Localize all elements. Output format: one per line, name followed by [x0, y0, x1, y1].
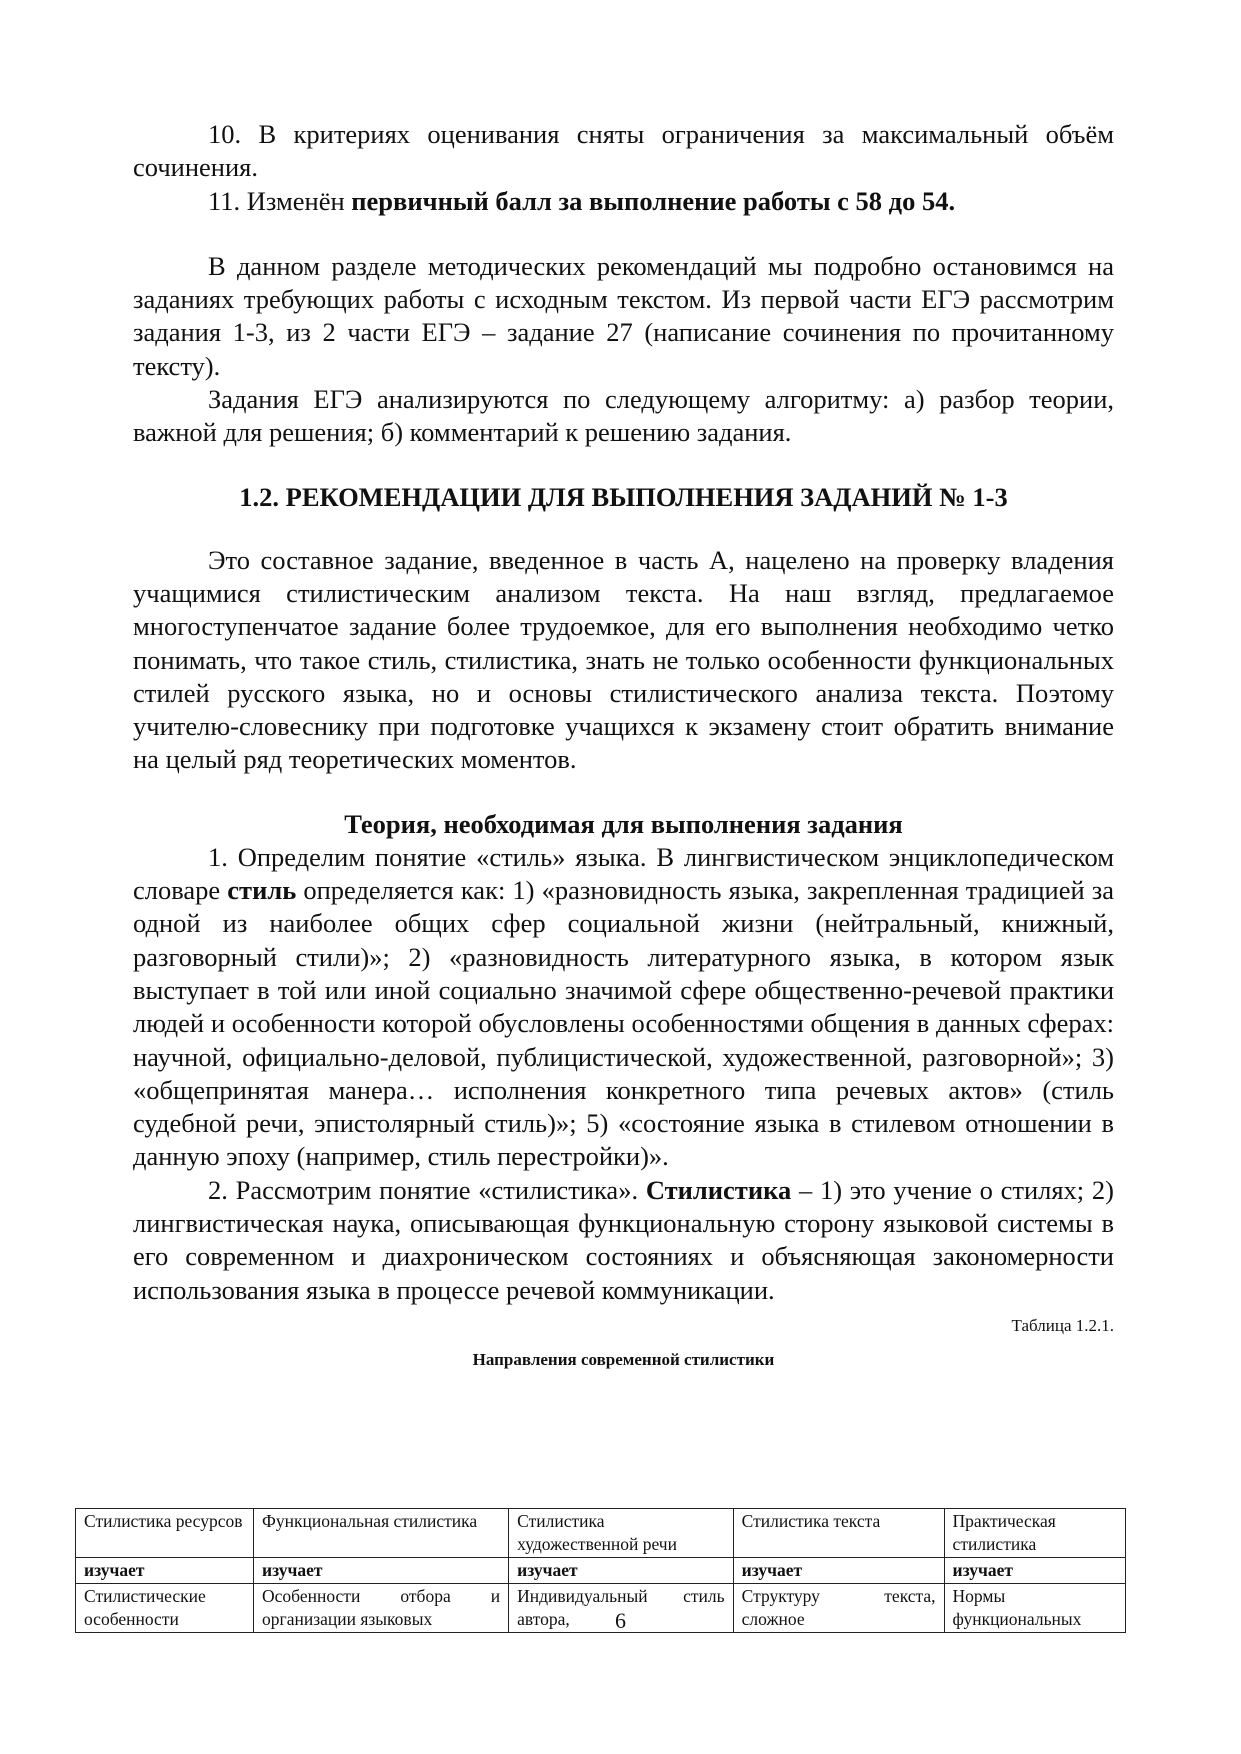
- item11-prefix: 11. Изменён: [208, 185, 352, 216]
- table-cell: Структуру текста, сложное: [733, 1584, 944, 1633]
- page-content: [133, 118, 1114, 1371]
- table-title: Направления современной стилистики: [472, 1349, 775, 1369]
- theory-paragraph-1: [133, 841, 1114, 1174]
- table-header-cell: Практическая стилистика: [944, 1509, 1125, 1558]
- table-cell: Индивидуальный стиль автора,: [509, 1584, 734, 1633]
- page-number: 6: [615, 1608, 626, 1633]
- table-cell: изучает: [944, 1558, 1125, 1584]
- term-stylistics: Стилистика: [645, 1174, 792, 1205]
- theory-p2-a: 2. Рассмотрим понятие «стилистика».: [208, 1174, 646, 1205]
- table-header-cell: Стилистика художественной речи: [509, 1509, 734, 1558]
- table-cell: изучает: [509, 1558, 734, 1584]
- theory-p1-a: 1. Определим понятие «стиль» языка. В лингвистическом энциклопедическом словаре: [133, 841, 1114, 906]
- section-heading: 1.2. РЕКОМЕНДАЦИИ ДЛЯ ВЫПОЛНЕНИЯ ЗАДАНИЙ № 1-3: [239, 481, 1008, 512]
- table-cell: Стилистические особенности: [76, 1584, 254, 1633]
- table-cell: Нормы функциональных: [944, 1584, 1125, 1633]
- section-paragraph: Это составное задание, введенное в часть А, нацелено на проверку владения учащимися стилистическим анализом текста. На наш взгляд, предлагаемое многоступенчатое задание более трудоемкое, для его выполнения необходимо четко понимать, что такое стиль, стилистика, знать не только особенности функциональных стилей русского языка, но и основы стилистического анализа текста. Поэтому учителю-словеснику при подготовке учащихся к экзамену стоит обратить внимание на целый ряд теоретических моментов.: [133, 544, 1114, 775]
- theory-paragraph-2: [133, 1174, 1114, 1307]
- table-header-cell: Стилистика текста: [733, 1509, 944, 1558]
- criteria-item-10: 10. В критериях оценивания сняты ограничения за максимальный объём сочинения.: [133, 119, 1114, 183]
- intro-paragraph-1: В данном разделе методических рекомендаций мы подробно остановимся на заданиях требующих работы с исходным текстом. Из первой части ЕГЭ рассмотрим задания 1-3, из 2 части ЕГЭ – задание 27 (написание сочинения по прочитанному тексту).: [133, 250, 1114, 381]
- criteria-item-11: [133, 185, 1114, 218]
- theory-p2-b: – 1) это учение о стилях; 2) лингвистическая наука, описывающая функциональную сторону языковой системы в его современном и диахроническом состояниях и объясняющая закономерности использования языка в процессе речевой коммуникации.: [133, 1174, 1114, 1305]
- term-style: стиль: [227, 875, 297, 906]
- theory-heading: Теория, необходимая для выполнения задания: [344, 808, 903, 839]
- table-cell: Особенности отбора и организации языковых: [254, 1584, 509, 1633]
- table-cell: изучает: [733, 1558, 944, 1584]
- table-header-cell: Функциональная стилистика: [254, 1509, 509, 1558]
- table-number: Таблица 1.2.1.: [1011, 1315, 1114, 1335]
- theory-p1-b: определяется как: 1) «разновидность языка, закрепленная традицией за одной из наиболее общих сфер социальной жизни (нейтральный, книжный, разговорный стили)»; 2) «разновидность литературного языка, в котором язык выступает в той или иной социально значимой сфере общественно-речевой практики людей и особенности которой обусловлены особенностями общения в данных сферах: научной, официально-деловой, публицистической, художественной, разговорной»; 3) «общепринятая манера… исполнения конкретного типа речевых актов» (стиль судебной речи, эпистолярный стиль)»; 5) «состояние языка в стилевом отношении в данную эпоху (например, стиль перестройки)».: [133, 875, 1114, 1172]
- table-header-cell: Стилистика ресурсов: [76, 1509, 254, 1558]
- item11-bold: первичный балл за выполнение работы с 58 до 54.: [351, 185, 956, 216]
- table-cell: изучает: [76, 1558, 254, 1584]
- table-cell: изучает: [254, 1558, 509, 1584]
- table-studies-row: [76, 1558, 1126, 1584]
- table-header-row: [76, 1509, 1126, 1558]
- intro-paragraph-2: Задания ЕГЭ анализируются по следующему алгоритму: а) разбор теории, важной для решения; б) комментарий к решению задания.: [133, 384, 1114, 448]
